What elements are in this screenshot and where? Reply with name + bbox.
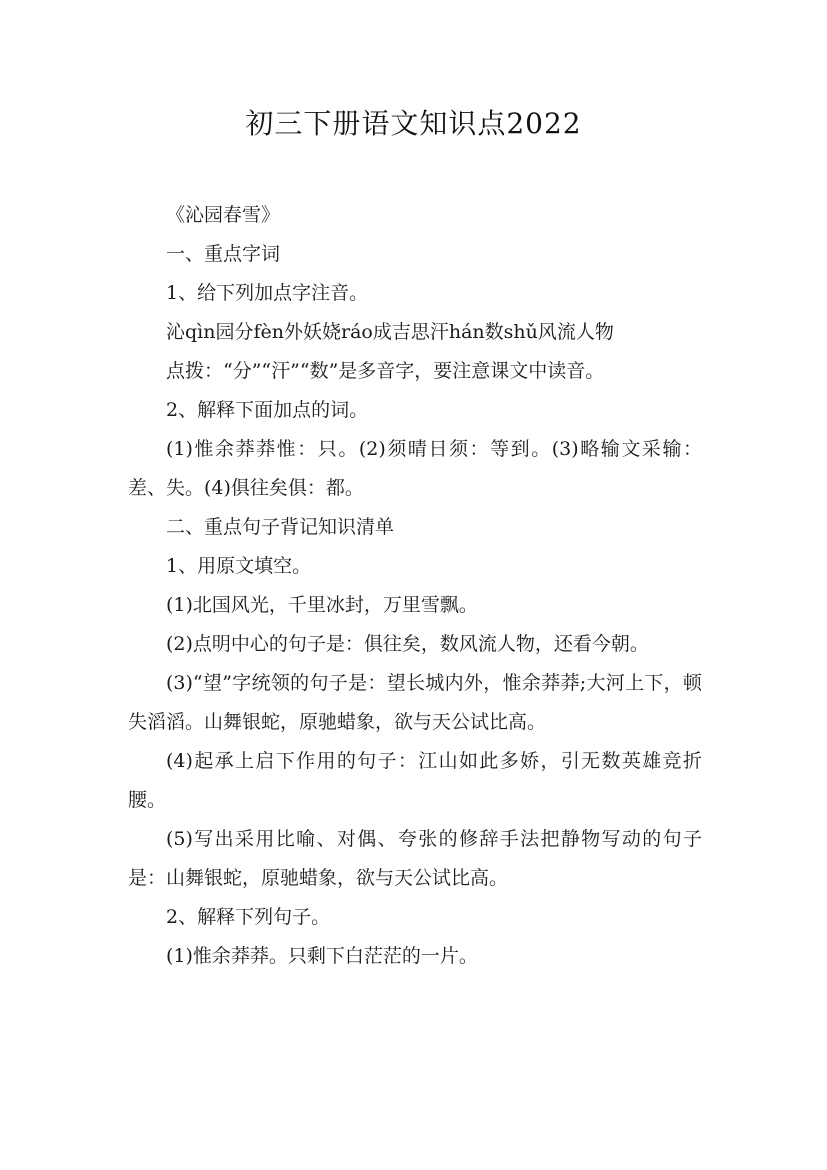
paragraph: 1、用原文填空。: [166, 555, 312, 577]
paragraph: (1)惟余莽莽惟：只。(2)须晴日须：等到。(3)略输文采输：差、失。(4)俱往矣俱：都。: [128, 438, 702, 499]
document-body: [128, 196, 702, 976]
paragraph: (4)起承上启下作用的句子：江山如此多娇，引无数英雄竞折腰。: [128, 750, 702, 811]
paragraph: 点拨：“分”“汗”“数”是多音字，要注意课文中读音。: [166, 360, 605, 382]
paragraph: 2、解释下列句子。: [166, 906, 331, 928]
paragraph: 1、给下列加点字注音。: [166, 282, 369, 304]
paragraph: 2、解释下面加点的词。: [166, 399, 369, 421]
paragraph: (2)点明中心的句子是：俱往矣，数风流人物，还看今朝。: [166, 633, 649, 655]
paragraph: 沁qìn园分fèn外妖娆ráo成吉思汗hán数shǔ风流人物: [166, 321, 614, 343]
paragraph: 一、重点字词: [166, 243, 281, 265]
paragraph: (1)北国风光，千里冰封，万里雪飘。: [166, 594, 478, 616]
paragraph: (5)写出采用比喻、对偶、夸张的修辞手法把静物写动的句子是：山舞银蛇，原驰蜡象，欲与天公试比高。: [128, 828, 702, 889]
paragraph: 《沁园春雪》: [166, 204, 281, 226]
paragraph: 二、重点句子背记知识清单: [166, 516, 395, 538]
document-title: 初三下册语文知识点2022: [245, 107, 582, 140]
paragraph: (1)惟余莽莽。只剩下白茫茫的一片。: [166, 945, 478, 967]
paragraph: (3)“望”字统领的句子是：望长城内外，惟余莽莽;大河上下，顿失滔滔。山舞银蛇，原驰蜡象，欲与天公试比高。: [128, 672, 702, 733]
